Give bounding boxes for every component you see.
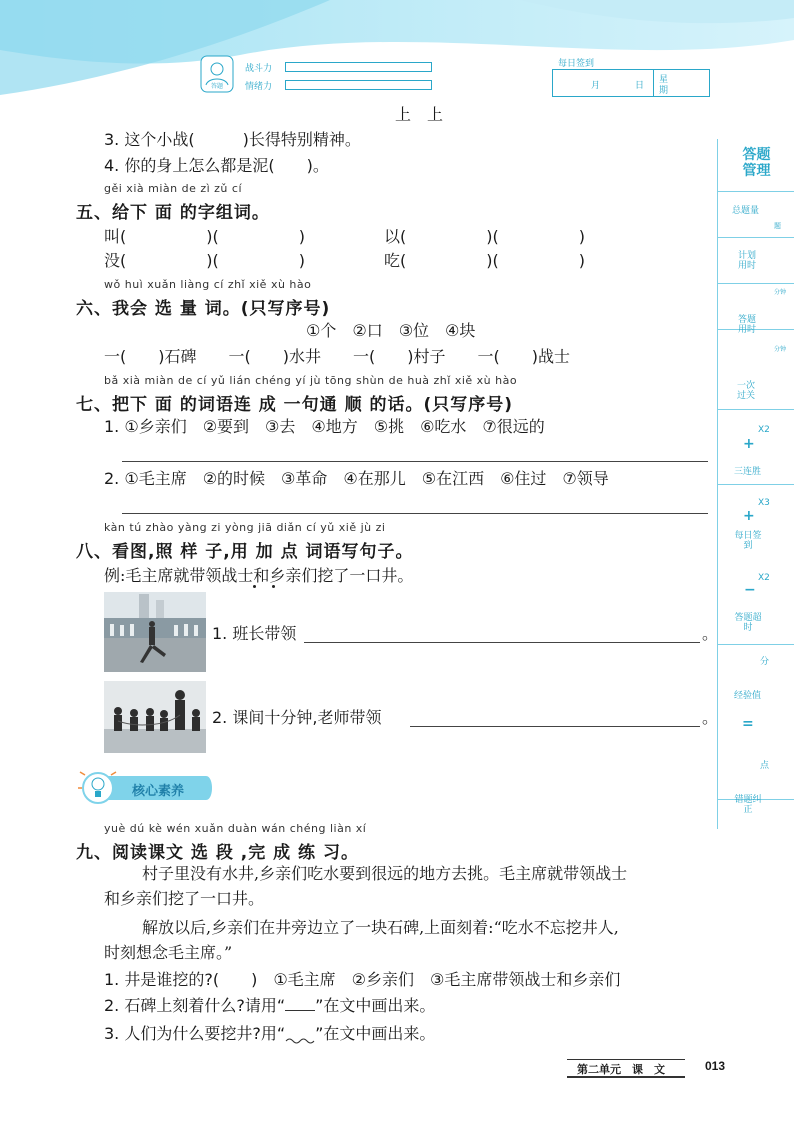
field2-bar: [285, 80, 432, 90]
s7-item2: 2. ①毛主席 ②的时候 ③革命 ④在那儿 ⑤在江西 ⑥住过 ⑦领导: [104, 469, 609, 488]
s9-pinyin: yuè dú kè wén xuǎn duàn wán chéng liàn xí: [104, 822, 367, 835]
s5-row2-b[interactable]: 吃( )( ): [384, 251, 585, 270]
s9-q3-part-b: ”在文中画出来。: [315, 1024, 436, 1043]
s9-title: 九、阅读课文 选 段 ,完 成 练 习。: [76, 843, 359, 863]
day-label: 日: [635, 81, 645, 91]
s8-item2: 2. 课间十分钟,老师带领: [212, 708, 382, 727]
s8-pinyin: kàn tú zhào yàng zi yòng jiā diǎn cí yǔ xiě jù zi: [104, 521, 386, 534]
mult3: X2: [758, 573, 770, 583]
s6-pinyin: wǒ huì xuǎn liàng cí zhǐ xiě xù hào: [104, 278, 312, 291]
answer-management-panel: [717, 139, 794, 829]
field2-label: 情绪力: [245, 82, 273, 92]
overtime-label: 答题超时: [734, 613, 762, 633]
page-number: 013: [705, 1059, 726, 1073]
s9-para2-line1: 解放以后,乡亲们在井旁边立了一块石碑,上面刻着:“吃水不忘挖井人,: [142, 918, 619, 937]
exp-label: 经验值: [734, 691, 762, 701]
mult1: X2: [758, 425, 770, 435]
answer-unit: 分钟: [774, 346, 787, 353]
score-unit: 分: [760, 657, 770, 667]
q-prev-item4: 4. 你的身上怎么都是泥( )。: [104, 156, 329, 175]
straight-underline-mark: [285, 996, 315, 1011]
total-questions-cell[interactable]: [718, 191, 794, 238]
avatar: [200, 55, 234, 93]
core-badge-label: 核心素养: [132, 784, 185, 799]
s9-para1-line1: 村子里没有水井,乡亲们吃水要到很远的地方去挑。毛主席就带领战士: [142, 864, 628, 883]
s8-end-mark-2: 。: [702, 708, 719, 727]
total-unit: 题: [774, 222, 781, 230]
s5-title: 五、给下 面 的字组词。: [76, 203, 270, 223]
s7-pinyin: bǎ xià miàn de cí yǔ lián chéng yí jù tōng shùn de huà zhǐ xiě xù hào: [104, 374, 518, 387]
q-prev-item3: 3. 这个小战( )长得特别精神。: [104, 130, 361, 149]
s8-title: 八、看图,照 样 子,用 加 点 词语写句子。: [76, 542, 414, 562]
s7-answer-line-2[interactable]: [122, 513, 708, 514]
date-box[interactable]: [552, 69, 710, 97]
triple-cell[interactable]: [718, 409, 794, 485]
plan-time-cell[interactable]: [718, 237, 794, 284]
first-pass-label: 一次过关: [736, 381, 755, 401]
s5-row1-b[interactable]: 以( )( ): [384, 227, 585, 246]
equals: =: [742, 716, 754, 732]
plus2: +: [743, 508, 755, 524]
mult2: X3: [758, 498, 770, 508]
plus1: +: [743, 436, 755, 452]
avatar-caption: 答题: [210, 83, 223, 90]
s8-answer-line-1[interactable]: [304, 642, 700, 643]
s8-example: 例:毛主席就带领战士和乡亲们挖了一口井。: [104, 566, 414, 585]
minus: −: [744, 582, 756, 598]
first-pass-cell[interactable]: [718, 329, 794, 410]
error-correction-label[interactable]: 错题纠正: [734, 795, 762, 815]
plan-time-label: 计划用时: [737, 251, 756, 271]
plan-unit: 分钟: [774, 289, 787, 296]
side-title-line2: 管理: [742, 163, 771, 179]
s9-q1[interactable]: 1. 井是谁挖的?( ) ①毛主席 ②乡亲们 ③毛主席带领战士和乡亲们: [104, 970, 621, 989]
daily-checkin-side: 每日签到: [734, 531, 762, 551]
answer-time-cell[interactable]: [718, 283, 794, 335]
field1-bar: [285, 62, 432, 72]
weekday-label-top: 星: [659, 75, 669, 85]
s9-para2-line2: 时刻想念毛主席。”: [104, 943, 233, 962]
weekday-label-bottom: 期: [659, 86, 669, 96]
s7-item1: 1. ①乡亲们 ②要到 ③去 ④地方 ⑤挑 ⑥吃水 ⑦很远的: [104, 417, 545, 436]
carryover-text: 上 上: [395, 105, 444, 124]
answer-time-label: 答题用时: [737, 315, 756, 335]
wavy-underline-mark: [285, 1026, 315, 1044]
month-label: 月: [591, 81, 601, 91]
s9-q2-part-a: 2. 石碑上刻着什么?请用“: [104, 996, 286, 1015]
s7-title: 七、把下 面 的词语连 成 一句通 顺 的话。(只写序号): [76, 395, 514, 415]
photo-game: [104, 681, 206, 753]
experience-cell[interactable]: [718, 644, 794, 800]
emphasis-dot: [272, 585, 275, 588]
s8-answer-line-2[interactable]: [410, 726, 700, 727]
points-unit: 点: [760, 761, 770, 771]
s6-fill[interactable]: 一( )石碑 一( )水井 一( )村子 一( )战士: [104, 347, 570, 366]
s6-title: 六、我会 选 量 词。(只写序号): [76, 299, 331, 319]
s5-row1-a[interactable]: 叫( )( ): [104, 227, 305, 246]
field1-label: 战斗力: [245, 64, 273, 74]
footer-unit-box: [567, 1059, 685, 1078]
daily-checkin-label: 每日签到: [558, 59, 595, 69]
s9-q2-part-b: ”在文中画出来。: [315, 996, 436, 1015]
s5-pinyin: gěi xià miàn de zì zǔ cí: [104, 182, 243, 195]
s7-answer-line-1[interactable]: [122, 461, 708, 462]
total-label: 总题量: [732, 206, 760, 216]
s9-q2: [104, 996, 435, 1016]
s5-row2-a[interactable]: 没( )( ): [104, 251, 305, 270]
s9-para1-line2: 和乡亲们挖了一口井。: [104, 889, 265, 908]
footer-unit: 第二单元 课 文: [577, 1063, 665, 1076]
emphasis-dot: [253, 585, 256, 588]
side-title-line1: 答题: [742, 147, 771, 163]
s8-end-mark-1: 。: [702, 624, 719, 643]
s6-options: ①个 ②口 ③位 ④块: [306, 321, 476, 340]
triple-link-label: 三连胜: [734, 467, 762, 477]
photo-exercise: [104, 592, 206, 672]
s9-q3-part-a: 3. 人们为什么要挖井?用“: [104, 1024, 286, 1043]
core-literacy-badge: [76, 766, 216, 810]
s8-item1: 1. 班长带领: [212, 624, 297, 643]
s9-q3: [104, 1024, 435, 1044]
